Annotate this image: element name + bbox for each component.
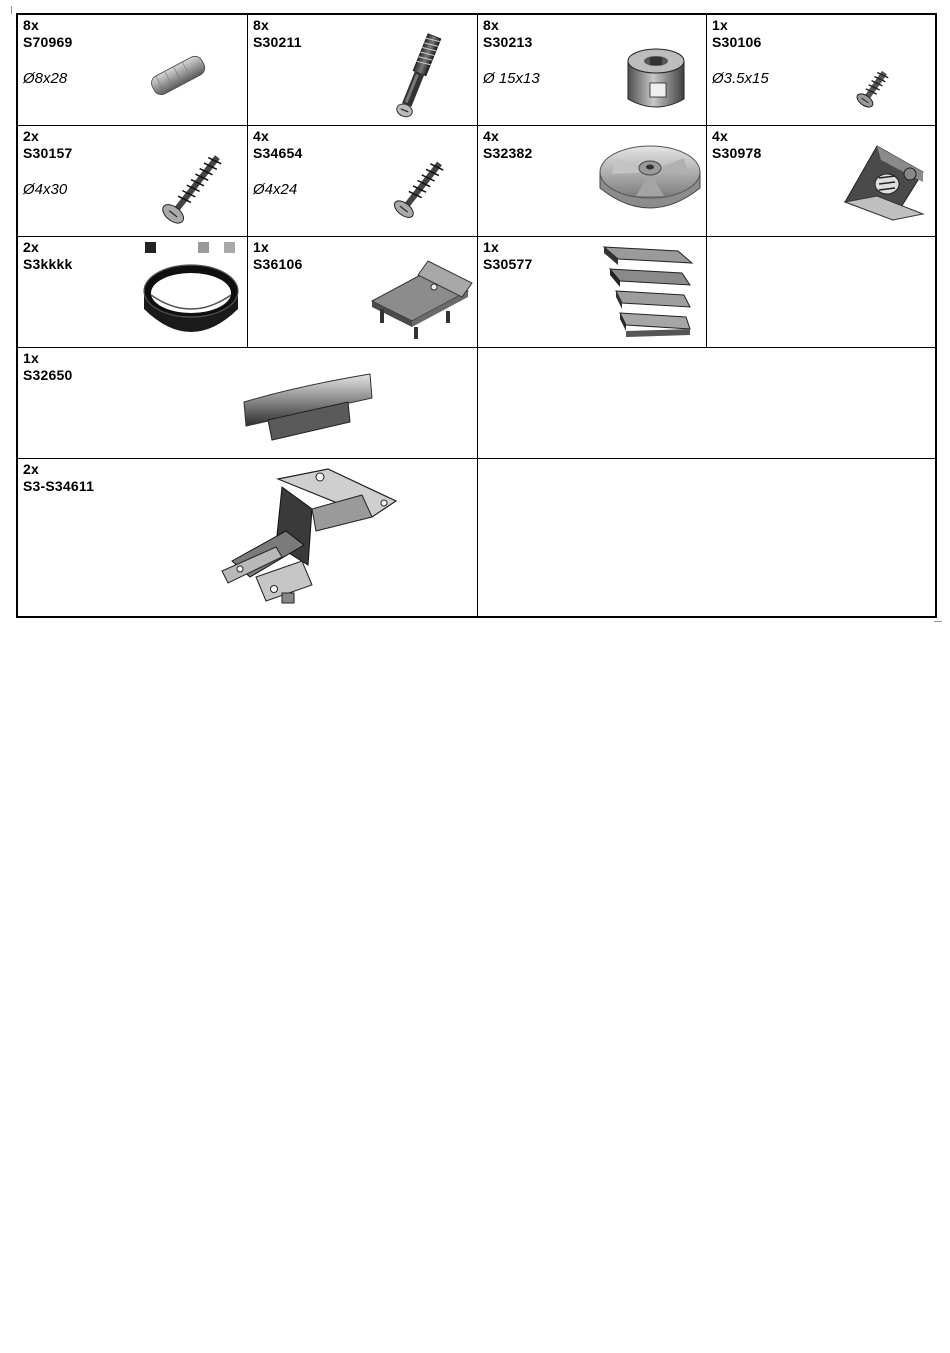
part-dimension: Ø3.5x15 bbox=[712, 70, 769, 87]
part-dimension: Ø4x24 bbox=[253, 181, 298, 198]
hinge-icon bbox=[212, 465, 402, 611]
part-cell-s3kkkk bbox=[18, 237, 248, 348]
part-code: S30211 bbox=[253, 34, 302, 50]
connector-bolt-icon bbox=[378, 29, 458, 126]
color-swatch bbox=[198, 242, 209, 253]
part-label bbox=[23, 239, 72, 273]
part-cell-s30157 bbox=[18, 126, 248, 237]
part-cell-s70969 bbox=[18, 15, 248, 126]
part-code: S36106 bbox=[253, 256, 303, 272]
part-label bbox=[23, 350, 72, 384]
color-swatch bbox=[145, 242, 156, 253]
part-qty: 1x bbox=[23, 350, 39, 366]
part-qty: 8x bbox=[23, 17, 39, 33]
part-qty: 4x bbox=[253, 128, 269, 144]
part-qty: 2x bbox=[23, 128, 39, 144]
ring-cap-icon bbox=[138, 257, 244, 345]
part-label bbox=[253, 17, 302, 51]
part-cell-s32382 bbox=[478, 126, 707, 237]
part-cell-s32650 bbox=[18, 348, 478, 459]
part-cell-s30211 bbox=[248, 15, 478, 126]
part-label bbox=[23, 128, 72, 162]
part-code: S30106 bbox=[712, 34, 762, 50]
empty-cell bbox=[478, 459, 937, 616]
mounting-plate-icon bbox=[368, 257, 474, 343]
part-code: S32382 bbox=[483, 145, 533, 161]
empty-cell bbox=[478, 348, 937, 459]
part-cell-s3-s34611 bbox=[18, 459, 478, 616]
part-label bbox=[483, 17, 532, 51]
part-label bbox=[712, 128, 761, 162]
part-code: S3-S34611 bbox=[23, 478, 95, 494]
small-screw-icon bbox=[853, 65, 893, 113]
part-code: S3kkkk bbox=[23, 256, 73, 272]
part-dimension: Ø8x28 bbox=[23, 70, 68, 87]
hardware-parts-table bbox=[16, 13, 937, 618]
part-label bbox=[712, 17, 761, 51]
part-qty: 4x bbox=[483, 128, 499, 144]
part-label bbox=[483, 128, 532, 162]
part-qty: 2x bbox=[23, 461, 39, 477]
handle-icon bbox=[238, 368, 378, 448]
part-code: S30157 bbox=[23, 145, 73, 161]
part-qty: 1x bbox=[253, 239, 269, 255]
crop-mark-top bbox=[11, 6, 12, 14]
crop-mark-bottom bbox=[934, 621, 942, 622]
part-label bbox=[253, 239, 302, 273]
part-code: S30577 bbox=[483, 256, 533, 272]
part-label bbox=[23, 17, 72, 51]
part-cell-s30106 bbox=[707, 15, 937, 126]
part-code: S30213 bbox=[483, 34, 533, 50]
part-qty: 8x bbox=[253, 17, 269, 33]
part-qty: 8x bbox=[483, 17, 499, 33]
long-screw-icon bbox=[156, 146, 226, 236]
corner-bracket-icon bbox=[837, 142, 929, 222]
part-cell-s30213 bbox=[478, 15, 707, 126]
part-label bbox=[483, 239, 532, 273]
part-qty: 2x bbox=[23, 239, 39, 255]
shims-stack-icon bbox=[598, 241, 698, 347]
part-cell-s30577 bbox=[478, 237, 707, 348]
part-dimension: Ø 15x13 bbox=[483, 70, 540, 87]
part-cell-s34654 bbox=[248, 126, 478, 237]
cam-lock-icon bbox=[620, 43, 692, 115]
screw-icon bbox=[388, 152, 448, 230]
part-qty: 4x bbox=[712, 128, 728, 144]
part-cell-s36106 bbox=[248, 237, 478, 348]
part-qty: 1x bbox=[712, 17, 728, 33]
part-code: S70969 bbox=[23, 34, 73, 50]
part-label bbox=[23, 461, 94, 495]
part-code: S30978 bbox=[712, 145, 762, 161]
color-swatch bbox=[224, 242, 235, 253]
part-cell-s30978 bbox=[707, 126, 937, 237]
part-label bbox=[253, 128, 302, 162]
dowel-icon bbox=[146, 50, 212, 100]
part-dimension: Ø4x30 bbox=[23, 181, 68, 198]
empty-cell bbox=[707, 237, 937, 348]
part-code: S34654 bbox=[253, 145, 303, 161]
color-swatch bbox=[171, 242, 182, 253]
part-code: S32650 bbox=[23, 367, 73, 383]
part-qty: 1x bbox=[483, 239, 499, 255]
wheel-glide-icon bbox=[596, 138, 704, 224]
